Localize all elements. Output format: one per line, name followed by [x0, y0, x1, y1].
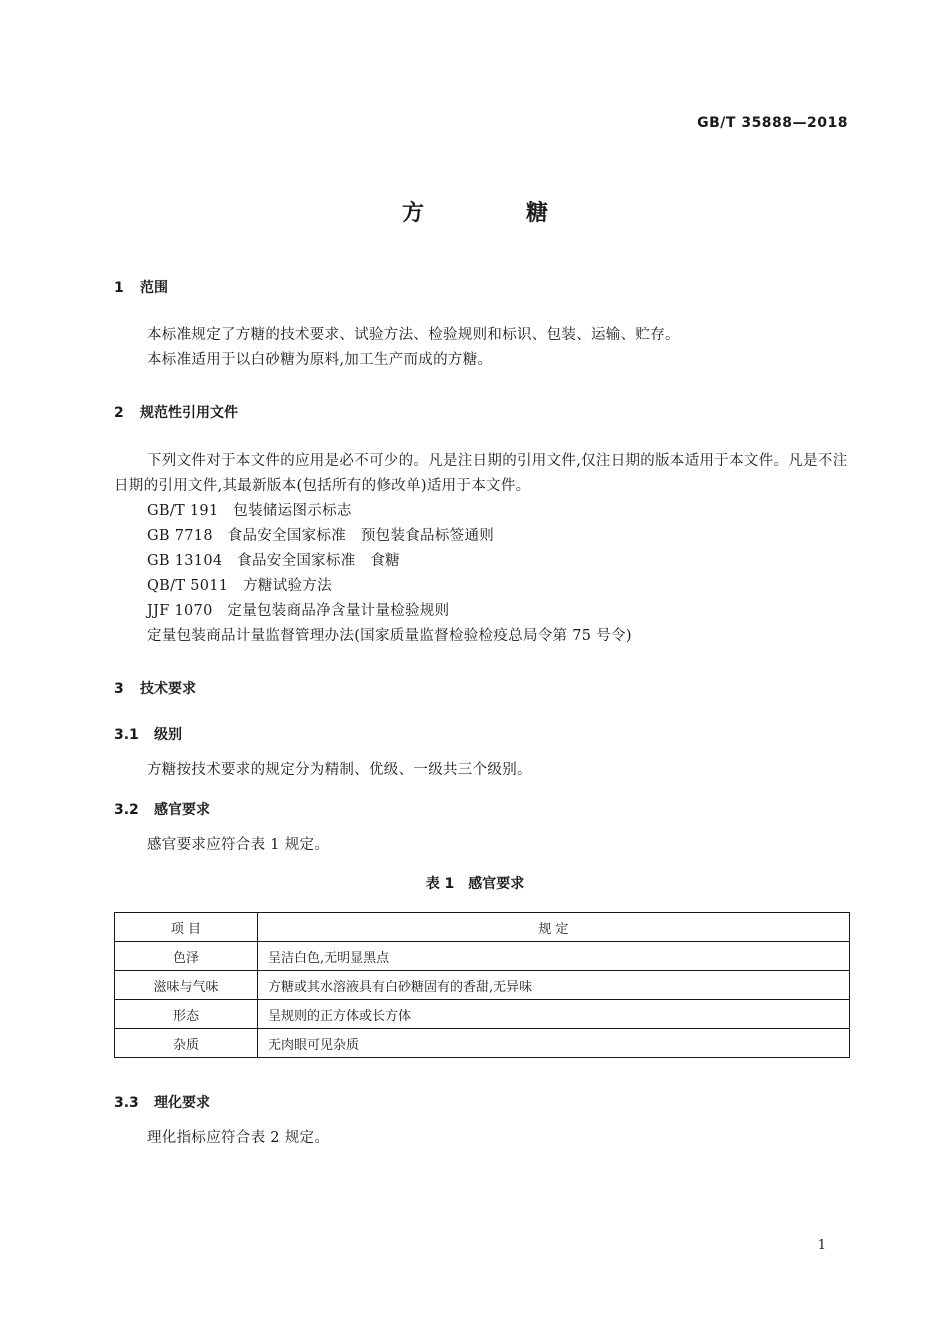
table-row — [115, 942, 850, 971]
section-3-2-heading — [114, 799, 210, 819]
paragraph: 下列文件对于本文件的应用是必不可少的。凡是注日期的引用文件,仅注日期的版本适用于本文件。凡是不注日期的引用文件,其最新版本(包括所有的修改单)适用于本文件。 — [114, 453, 848, 494]
paragraph: 理化指标应符合表 2 规定。 — [147, 1130, 330, 1146]
table-row — [115, 1029, 850, 1058]
paragraph: 方糖按技术要求的规定分为精制、优级、一级共三个级别。 — [147, 762, 532, 778]
section-2-heading — [114, 402, 238, 422]
section-title: 理化要求 — [154, 1095, 210, 1111]
section-3-3-heading — [114, 1092, 210, 1112]
section-3-1-heading — [114, 724, 182, 744]
reference-item: QB/T 5011 方糖试验方法 — [147, 578, 332, 594]
reference-item: GB 13104 食品安全国家标准 食糖 — [147, 553, 400, 569]
reference-item: JJF 1070 定量包装商品净含量计量检验规则 — [147, 603, 450, 619]
table-cell: 方糖或其水溶液具有白砂糖固有的香甜,无异味 — [258, 971, 850, 1000]
paragraph: 本标准适用于以白砂糖为原料,加工生产而成的方糖。 — [147, 352, 493, 368]
section-title: 级别 — [154, 727, 182, 743]
reference-item: 定量包装商品计量监督管理办法(国家质量监督检验检疫总局令第 75 号令) — [147, 628, 632, 644]
section-number: 1 — [114, 280, 124, 296]
table-cell: 呈规则的正方体或长方体 — [258, 1000, 850, 1029]
table-cell: 形态 — [115, 1000, 258, 1029]
table-row — [115, 1000, 850, 1029]
section-number: 3.3 — [114, 1095, 139, 1111]
table-cell: 杂质 — [115, 1029, 258, 1058]
table-cell: 呈洁白色,无明显黑点 — [258, 942, 850, 971]
section-title: 感官要求 — [154, 802, 210, 818]
table-header-cell: 规 定 — [258, 913, 850, 942]
reference-item: GB/T 191 包装储运图示标志 — [147, 503, 352, 519]
page-number: 1 — [817, 1238, 826, 1253]
standard-code: GB/T 35888—2018 — [697, 115, 848, 131]
reference-item: GB 7718 食品安全国家标准 预包装食品标签通则 — [147, 528, 495, 544]
table-header-row — [115, 913, 850, 942]
section-number: 2 — [114, 405, 124, 421]
section-number: 3.2 — [114, 802, 139, 818]
section-number: 3.1 — [114, 727, 139, 743]
table-cell: 滋味与气味 — [115, 971, 258, 1000]
section-1-heading — [114, 277, 168, 297]
table-cell: 色泽 — [115, 942, 258, 971]
section-3-heading — [114, 678, 196, 698]
table-cell: 无肉眼可见杂质 — [258, 1029, 850, 1058]
paragraph: 感官要求应符合表 1 规定。 — [147, 837, 330, 853]
document-title: 方糖 — [401, 201, 650, 226]
section-title: 规范性引用文件 — [140, 405, 238, 421]
paragraph: 本标准规定了方糖的技术要求、试验方法、检验规则和标识、包装、运输、贮存。 — [147, 327, 680, 343]
section-title: 范围 — [140, 280, 168, 296]
sensory-requirements-table — [114, 912, 850, 1058]
section-title: 技术要求 — [140, 681, 196, 697]
table-caption: 表 1 感官要求 — [425, 876, 525, 892]
table-header-cell: 项 目 — [115, 913, 258, 942]
section-number: 3 — [114, 681, 124, 697]
table-row — [115, 971, 850, 1000]
